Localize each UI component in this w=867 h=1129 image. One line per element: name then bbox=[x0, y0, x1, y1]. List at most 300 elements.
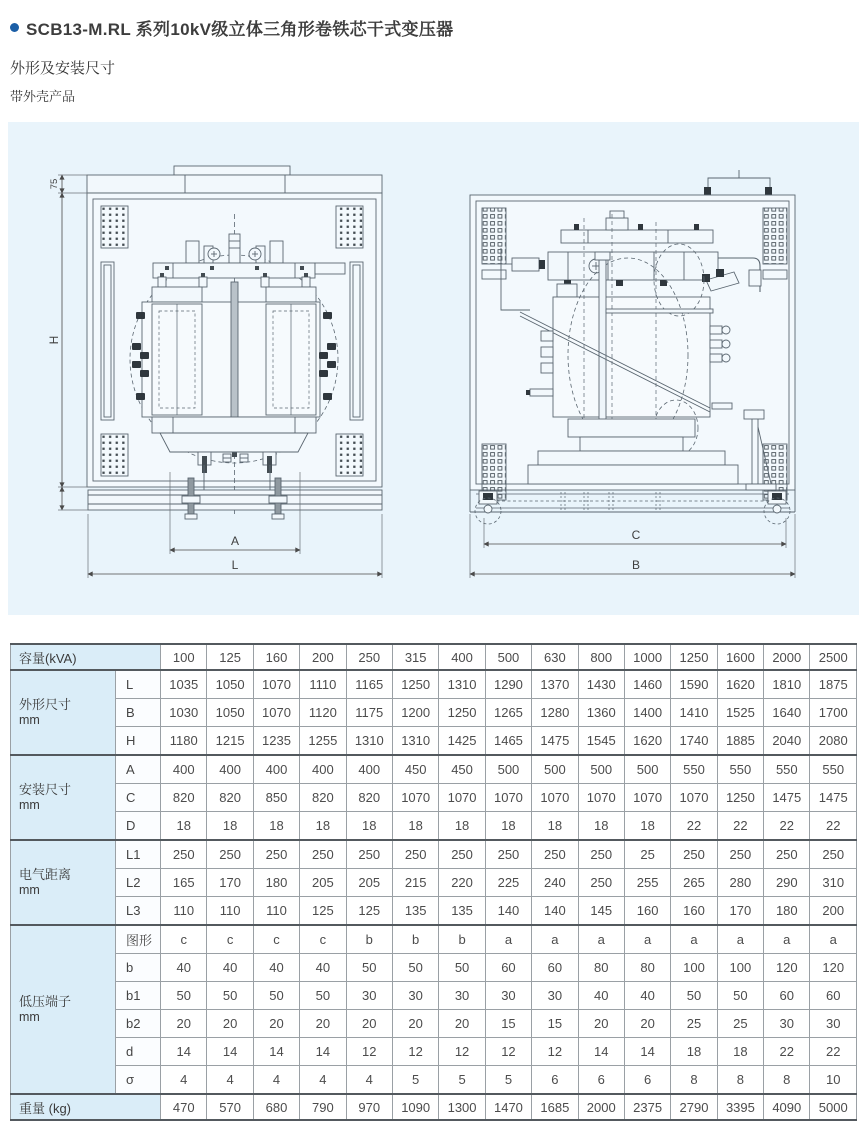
value-cell: 18 bbox=[207, 812, 253, 841]
value-cell: 2040 bbox=[764, 727, 810, 756]
value-cell: 1310 bbox=[439, 670, 485, 699]
value-cell: 1280 bbox=[532, 699, 578, 727]
table-row bbox=[11, 954, 857, 982]
value-cell: 60 bbox=[532, 954, 578, 982]
value-cell: 215 bbox=[392, 869, 438, 897]
value-cell: 6 bbox=[624, 1066, 670, 1095]
value-cell: 30 bbox=[485, 982, 531, 1010]
value-cell: 1425 bbox=[439, 727, 485, 756]
row-label-cell: b2 bbox=[116, 1010, 161, 1038]
value-cell: 550 bbox=[717, 755, 763, 784]
capacity-value-cell: 1250 bbox=[671, 644, 717, 670]
value-cell: 50 bbox=[439, 954, 485, 982]
value-cell: 250 bbox=[717, 840, 763, 869]
value-cell: 250 bbox=[207, 840, 253, 869]
value-cell: 50 bbox=[346, 954, 392, 982]
weight-value-cell: 790 bbox=[300, 1094, 346, 1120]
value-cell: 165 bbox=[161, 869, 207, 897]
value-cell: 1215 bbox=[207, 727, 253, 756]
value-cell: 1175 bbox=[346, 699, 392, 727]
dim-label-b: B bbox=[631, 558, 641, 572]
value-cell: 40 bbox=[624, 982, 670, 1010]
value-cell: 550 bbox=[764, 755, 810, 784]
table-row bbox=[11, 840, 857, 869]
value-cell: 250 bbox=[578, 869, 624, 897]
value-cell: 1590 bbox=[671, 670, 717, 699]
value-cell: 25 bbox=[624, 840, 670, 869]
value-cell: 280 bbox=[717, 869, 763, 897]
value-cell: 1250 bbox=[717, 784, 763, 812]
value-cell: 110 bbox=[207, 897, 253, 926]
weight-value-cell: 1300 bbox=[439, 1094, 485, 1120]
value-cell: 1070 bbox=[578, 784, 624, 812]
value-cell: 20 bbox=[624, 1010, 670, 1038]
value-cell: 500 bbox=[578, 755, 624, 784]
value-cell: 30 bbox=[346, 982, 392, 1010]
value-cell: 1740 bbox=[671, 727, 717, 756]
page-header bbox=[0, 0, 867, 105]
value-cell: 20 bbox=[578, 1010, 624, 1038]
value-cell: 30 bbox=[764, 1010, 810, 1038]
bullet-icon bbox=[10, 23, 19, 32]
value-cell: 140 bbox=[485, 897, 531, 926]
value-cell: 30 bbox=[392, 982, 438, 1010]
value-cell: 6 bbox=[532, 1066, 578, 1095]
value-cell: 1070 bbox=[392, 784, 438, 812]
capacity-value-cell: 250 bbox=[346, 644, 392, 670]
value-cell: 205 bbox=[300, 869, 346, 897]
value-cell: 400 bbox=[300, 755, 346, 784]
value-cell: 225 bbox=[485, 869, 531, 897]
table-row bbox=[11, 982, 857, 1010]
value-cell: 18 bbox=[392, 812, 438, 841]
value-cell: 550 bbox=[810, 755, 857, 784]
value-cell: 20 bbox=[207, 1010, 253, 1038]
value-cell: 14 bbox=[300, 1038, 346, 1066]
table-row bbox=[11, 1066, 857, 1095]
dim-label-a: A bbox=[230, 534, 240, 548]
value-cell: 50 bbox=[392, 954, 438, 982]
value-cell: 1700 bbox=[810, 699, 857, 727]
value-cell: 250 bbox=[485, 840, 531, 869]
value-cell: 250 bbox=[764, 840, 810, 869]
value-cell: 18 bbox=[300, 812, 346, 841]
table-row bbox=[11, 925, 857, 954]
value-cell: 30 bbox=[532, 982, 578, 1010]
value-cell: 1250 bbox=[439, 699, 485, 727]
value-cell: 40 bbox=[207, 954, 253, 982]
table-row bbox=[11, 755, 857, 784]
weight-value-cell: 3395 bbox=[717, 1094, 763, 1120]
value-cell: 10 bbox=[810, 1066, 857, 1095]
value-cell: 80 bbox=[578, 954, 624, 982]
value-cell: 25 bbox=[671, 1010, 717, 1038]
value-cell: 60 bbox=[810, 982, 857, 1010]
value-cell: 4 bbox=[346, 1066, 392, 1095]
value-cell: 400 bbox=[346, 755, 392, 784]
weight-value-cell: 2790 bbox=[671, 1094, 717, 1120]
value-cell: 110 bbox=[161, 897, 207, 926]
value-cell: 1235 bbox=[253, 727, 299, 756]
value-cell: 50 bbox=[161, 982, 207, 1010]
value-cell: 1460 bbox=[624, 670, 670, 699]
value-cell: 220 bbox=[439, 869, 485, 897]
group-label-cell: 低压端子 mm bbox=[11, 925, 116, 1094]
value-cell: 80 bbox=[624, 954, 670, 982]
value-cell: a bbox=[717, 925, 763, 954]
value-cell: 18 bbox=[532, 812, 578, 841]
row-label-cell: L1 bbox=[116, 840, 161, 869]
capacity-value-cell: 2000 bbox=[764, 644, 810, 670]
value-cell: 265 bbox=[671, 869, 717, 897]
value-cell: 1070 bbox=[253, 699, 299, 727]
value-cell: 450 bbox=[439, 755, 485, 784]
group-label-cell: 安装尺寸 mm bbox=[11, 755, 116, 840]
weight-value-cell: 470 bbox=[161, 1094, 207, 1120]
value-cell: 15 bbox=[532, 1010, 578, 1038]
value-cell: 1165 bbox=[346, 670, 392, 699]
value-cell: 18 bbox=[161, 812, 207, 841]
value-cell: a bbox=[764, 925, 810, 954]
value-cell: 20 bbox=[161, 1010, 207, 1038]
value-cell: 1310 bbox=[392, 727, 438, 756]
dimensions-table bbox=[10, 643, 857, 1121]
value-cell: 8 bbox=[717, 1066, 763, 1095]
value-cell: 1255 bbox=[300, 727, 346, 756]
capacity-value-cell: 200 bbox=[300, 644, 346, 670]
capacity-value-cell: 630 bbox=[532, 644, 578, 670]
dim-label-75: 75 bbox=[49, 178, 60, 190]
value-cell: 820 bbox=[346, 784, 392, 812]
value-cell: 160 bbox=[671, 897, 717, 926]
value-cell: 20 bbox=[439, 1010, 485, 1038]
weight-row bbox=[11, 1094, 857, 1120]
value-cell: 22 bbox=[810, 1038, 857, 1066]
weight-value-cell: 1090 bbox=[392, 1094, 438, 1120]
value-cell: 170 bbox=[717, 897, 763, 926]
value-cell: 125 bbox=[300, 897, 346, 926]
value-cell: 1200 bbox=[392, 699, 438, 727]
value-cell: 5 bbox=[485, 1066, 531, 1095]
value-cell: 180 bbox=[253, 869, 299, 897]
table-row bbox=[11, 1010, 857, 1038]
table-section bbox=[10, 643, 857, 1121]
value-cell: 1070 bbox=[671, 784, 717, 812]
value-cell: 290 bbox=[764, 869, 810, 897]
section-subtitle: 外形及安装尺寸 bbox=[10, 60, 116, 77]
value-cell: 60 bbox=[485, 954, 531, 982]
weight-value-cell: 1470 bbox=[485, 1094, 531, 1120]
value-cell: 1035 bbox=[161, 670, 207, 699]
value-cell: 20 bbox=[392, 1010, 438, 1038]
value-cell: 250 bbox=[392, 840, 438, 869]
capacity-label-cell: 容量(kVA) bbox=[11, 644, 161, 670]
value-cell: 1070 bbox=[624, 784, 670, 812]
value-cell: 1545 bbox=[578, 727, 624, 756]
row-label-cell: A bbox=[116, 755, 161, 784]
value-cell: 1070 bbox=[485, 784, 531, 812]
value-cell: 1465 bbox=[485, 727, 531, 756]
table-row bbox=[11, 670, 857, 699]
value-cell: 8 bbox=[671, 1066, 717, 1095]
value-cell: 240 bbox=[532, 869, 578, 897]
value-cell: 18 bbox=[717, 1038, 763, 1066]
technical-drawings bbox=[8, 122, 859, 615]
value-cell: 50 bbox=[717, 982, 763, 1010]
weight-value-cell: 2375 bbox=[624, 1094, 670, 1120]
weight-label-cell: 重量 (kg) bbox=[11, 1094, 161, 1120]
value-cell: 200 bbox=[810, 897, 857, 926]
group-label-cell: 电气距离 mm bbox=[11, 840, 116, 925]
table-row bbox=[11, 897, 857, 926]
dim-label-h: H bbox=[47, 335, 61, 345]
value-cell: 250 bbox=[810, 840, 857, 869]
value-cell: 400 bbox=[161, 755, 207, 784]
value-cell: 1475 bbox=[810, 784, 857, 812]
value-cell: 18 bbox=[485, 812, 531, 841]
value-cell: 450 bbox=[392, 755, 438, 784]
value-cell: 2080 bbox=[810, 727, 857, 756]
value-cell: b bbox=[392, 925, 438, 954]
value-cell: 400 bbox=[207, 755, 253, 784]
value-cell: 50 bbox=[253, 982, 299, 1010]
value-cell: 12 bbox=[392, 1038, 438, 1066]
value-cell: 250 bbox=[671, 840, 717, 869]
capacity-value-cell: 315 bbox=[392, 644, 438, 670]
capacity-value-cell: 100 bbox=[161, 644, 207, 670]
value-cell: 18 bbox=[439, 812, 485, 841]
value-cell: 60 bbox=[764, 982, 810, 1010]
value-cell: a bbox=[578, 925, 624, 954]
value-cell: 180 bbox=[764, 897, 810, 926]
value-cell: 1310 bbox=[346, 727, 392, 756]
value-cell: 250 bbox=[532, 840, 578, 869]
value-cell: 1475 bbox=[764, 784, 810, 812]
value-cell: 15 bbox=[485, 1010, 531, 1038]
weight-value-cell: 2000 bbox=[578, 1094, 624, 1120]
value-cell: 30 bbox=[439, 982, 485, 1010]
value-cell: 550 bbox=[671, 755, 717, 784]
row-label-cell: H bbox=[116, 727, 161, 756]
value-cell: 160 bbox=[624, 897, 670, 926]
value-cell: 1885 bbox=[717, 727, 763, 756]
value-cell: a bbox=[532, 925, 578, 954]
value-cell: 18 bbox=[346, 812, 392, 841]
value-cell: 12 bbox=[532, 1038, 578, 1066]
value-cell: 1410 bbox=[671, 699, 717, 727]
value-cell: 14 bbox=[624, 1038, 670, 1066]
section-note: 带外壳产品 bbox=[10, 89, 76, 104]
capacity-value-cell: 1000 bbox=[624, 644, 670, 670]
value-cell: 140 bbox=[532, 897, 578, 926]
value-cell: 20 bbox=[300, 1010, 346, 1038]
table-row bbox=[11, 699, 857, 727]
value-cell: 1875 bbox=[810, 670, 857, 699]
capacity-value-cell: 1600 bbox=[717, 644, 763, 670]
value-cell: 18 bbox=[624, 812, 670, 841]
value-cell: 1370 bbox=[532, 670, 578, 699]
row-label-cell: L2 bbox=[116, 869, 161, 897]
value-cell: 500 bbox=[624, 755, 670, 784]
value-cell: 250 bbox=[161, 840, 207, 869]
value-cell: 250 bbox=[300, 840, 346, 869]
row-label-cell: D bbox=[116, 812, 161, 841]
capacity-row bbox=[11, 644, 857, 670]
value-cell: 20 bbox=[253, 1010, 299, 1038]
weight-value-cell: 1685 bbox=[532, 1094, 578, 1120]
value-cell: 4 bbox=[300, 1066, 346, 1095]
value-cell: 5 bbox=[439, 1066, 485, 1095]
value-cell: 12 bbox=[346, 1038, 392, 1066]
row-label-cell: b1 bbox=[116, 982, 161, 1010]
value-cell: 205 bbox=[346, 869, 392, 897]
value-cell: 22 bbox=[671, 812, 717, 841]
value-cell: 1475 bbox=[532, 727, 578, 756]
value-cell: 18 bbox=[671, 1038, 717, 1066]
value-cell: 820 bbox=[161, 784, 207, 812]
value-cell: 4 bbox=[161, 1066, 207, 1095]
value-cell: 1070 bbox=[532, 784, 578, 812]
value-cell: c bbox=[300, 925, 346, 954]
value-cell: 18 bbox=[578, 812, 624, 841]
value-cell: 30 bbox=[810, 1010, 857, 1038]
value-cell: 1620 bbox=[624, 727, 670, 756]
value-cell: 400 bbox=[253, 755, 299, 784]
value-cell: 170 bbox=[207, 869, 253, 897]
value-cell: 1050 bbox=[207, 699, 253, 727]
value-cell: 25 bbox=[717, 1010, 763, 1038]
value-cell: 40 bbox=[578, 982, 624, 1010]
table-row bbox=[11, 727, 857, 756]
value-cell: a bbox=[671, 925, 717, 954]
value-cell: 14 bbox=[253, 1038, 299, 1066]
page-title: SCB13-M.RL 系列10kV级立体三角形卷铁芯干式变压器 bbox=[26, 20, 454, 39]
value-cell: 100 bbox=[671, 954, 717, 982]
value-cell: 20 bbox=[346, 1010, 392, 1038]
value-cell: 50 bbox=[207, 982, 253, 1010]
value-cell: 110 bbox=[253, 897, 299, 926]
value-cell: 1290 bbox=[485, 670, 531, 699]
title-row bbox=[0, 0, 867, 40]
value-cell: 22 bbox=[764, 1038, 810, 1066]
value-cell: 1525 bbox=[717, 699, 763, 727]
value-cell: c bbox=[161, 925, 207, 954]
value-cell: 40 bbox=[253, 954, 299, 982]
value-cell: 8 bbox=[764, 1066, 810, 1095]
value-cell: 250 bbox=[578, 840, 624, 869]
value-cell: 1360 bbox=[578, 699, 624, 727]
value-cell: 1180 bbox=[161, 727, 207, 756]
capacity-value-cell: 125 bbox=[207, 644, 253, 670]
drawing-panel bbox=[8, 122, 859, 615]
value-cell: 135 bbox=[392, 897, 438, 926]
value-cell: 1400 bbox=[624, 699, 670, 727]
weight-value-cell: 570 bbox=[207, 1094, 253, 1120]
row-label-cell: C bbox=[116, 784, 161, 812]
value-cell: a bbox=[624, 925, 670, 954]
side-view-dimensions bbox=[470, 514, 795, 578]
value-cell: 40 bbox=[300, 954, 346, 982]
row-label-cell: σ bbox=[116, 1066, 161, 1095]
row-label-cell: L bbox=[116, 670, 161, 699]
weight-value-cell: 4090 bbox=[764, 1094, 810, 1120]
capacity-value-cell: 800 bbox=[578, 644, 624, 670]
row-label-cell: B bbox=[116, 699, 161, 727]
value-cell: 250 bbox=[253, 840, 299, 869]
table-row bbox=[11, 784, 857, 812]
value-cell: a bbox=[810, 925, 857, 954]
value-cell: 1070 bbox=[439, 784, 485, 812]
value-cell: 100 bbox=[717, 954, 763, 982]
value-cell: 14 bbox=[161, 1038, 207, 1066]
value-cell: 120 bbox=[810, 954, 857, 982]
weight-value-cell: 970 bbox=[346, 1094, 392, 1120]
value-cell: 12 bbox=[439, 1038, 485, 1066]
weight-value-cell: 5000 bbox=[810, 1094, 857, 1120]
value-cell: c bbox=[253, 925, 299, 954]
value-cell: 1120 bbox=[300, 699, 346, 727]
value-cell: 1250 bbox=[392, 670, 438, 699]
value-cell: 6 bbox=[578, 1066, 624, 1095]
capacity-value-cell: 2500 bbox=[810, 644, 857, 670]
value-cell: 50 bbox=[300, 982, 346, 1010]
value-cell: 255 bbox=[624, 869, 670, 897]
table-row bbox=[11, 1038, 857, 1066]
value-cell: 310 bbox=[810, 869, 857, 897]
value-cell: 18 bbox=[253, 812, 299, 841]
value-cell: 145 bbox=[578, 897, 624, 926]
value-cell: 22 bbox=[764, 812, 810, 841]
row-label-cell: L3 bbox=[116, 897, 161, 926]
row-label-cell: 图形 bbox=[116, 925, 161, 954]
table-row bbox=[11, 812, 857, 841]
capacity-value-cell: 160 bbox=[253, 644, 299, 670]
group-label-cell: 外形尺寸 mm bbox=[11, 670, 116, 755]
value-cell: 1070 bbox=[253, 670, 299, 699]
value-cell: 1030 bbox=[161, 699, 207, 727]
value-cell: 22 bbox=[717, 812, 763, 841]
capacity-value-cell: 500 bbox=[485, 644, 531, 670]
value-cell: b bbox=[346, 925, 392, 954]
dim-label-l: L bbox=[231, 558, 239, 572]
value-cell: 820 bbox=[207, 784, 253, 812]
value-cell: 120 bbox=[764, 954, 810, 982]
value-cell: 14 bbox=[207, 1038, 253, 1066]
value-cell: c bbox=[207, 925, 253, 954]
value-cell: 1620 bbox=[717, 670, 763, 699]
dim-label-c: C bbox=[631, 528, 641, 542]
value-cell: 4 bbox=[253, 1066, 299, 1095]
value-cell: 850 bbox=[253, 784, 299, 812]
value-cell: 1050 bbox=[207, 670, 253, 699]
front-view-drawing bbox=[87, 166, 382, 519]
value-cell: 4 bbox=[207, 1066, 253, 1095]
row-label-cell: b bbox=[116, 954, 161, 982]
value-cell: 5 bbox=[392, 1066, 438, 1095]
weight-value-cell: 680 bbox=[253, 1094, 299, 1120]
value-cell: b bbox=[439, 925, 485, 954]
row-label-cell: d bbox=[116, 1038, 161, 1066]
capacity-value-cell: 400 bbox=[439, 644, 485, 670]
value-cell: 820 bbox=[300, 784, 346, 812]
value-cell: 14 bbox=[578, 1038, 624, 1066]
value-cell: 500 bbox=[532, 755, 578, 784]
value-cell: 1640 bbox=[764, 699, 810, 727]
value-cell: 500 bbox=[485, 755, 531, 784]
value-cell: 1265 bbox=[485, 699, 531, 727]
side-view-drawing bbox=[470, 170, 795, 524]
table-row bbox=[11, 869, 857, 897]
